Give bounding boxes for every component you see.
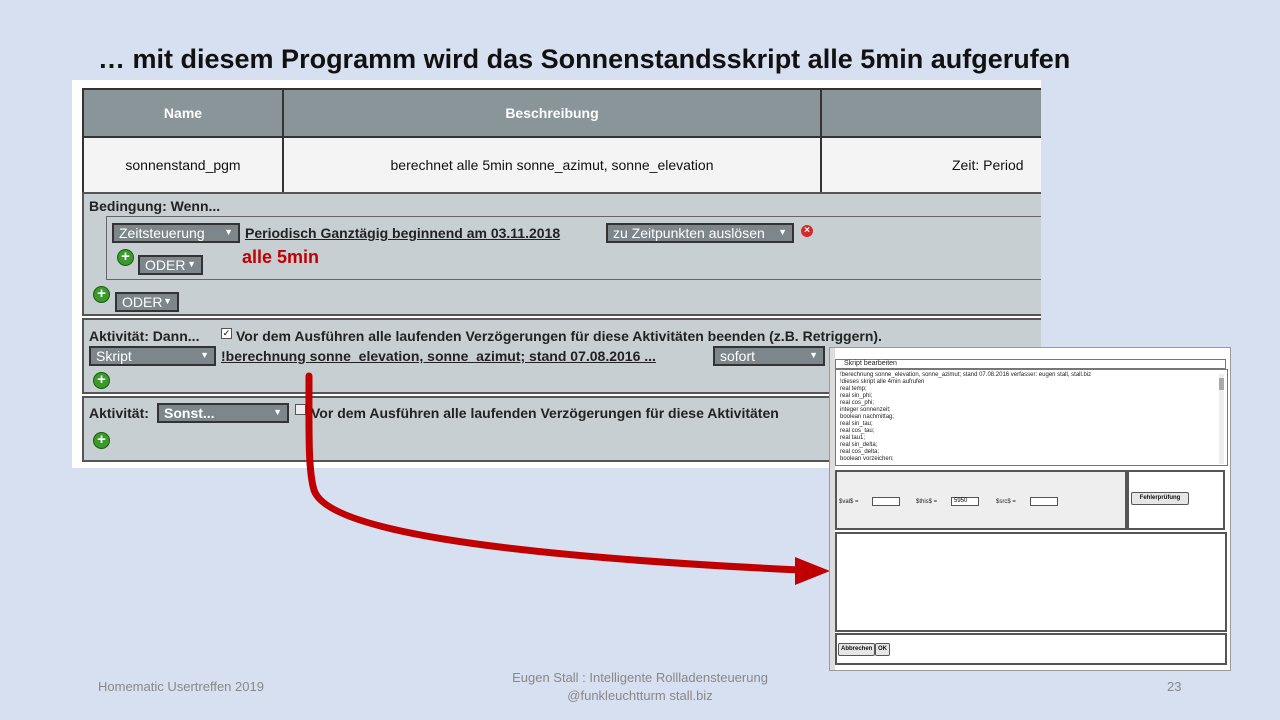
script-code-area[interactable]: [835, 369, 1228, 466]
code-line: real sin_tau;: [840, 421, 873, 427]
val-label: $val$ =: [839, 499, 859, 505]
or-select-inner-value: ODER: [145, 257, 186, 273]
footer-center-line2: @funkleuchtturm stall.biz: [567, 688, 713, 703]
this-input[interactable]: 5950: [951, 497, 979, 506]
code-line: real tau1;: [840, 435, 866, 441]
chevron-down-icon: ▼: [809, 350, 818, 360]
interval-annotation: alle 5min: [242, 247, 320, 267]
table-row: [84, 138, 1041, 192]
script-editor-dialog: [829, 347, 1231, 671]
code-line: boolean nachmittag;: [840, 414, 895, 420]
code-scrollbar[interactable]: [1219, 374, 1224, 464]
code-line: real temp;: [840, 386, 867, 392]
script-link[interactable]: !berechnung sonne_elevation, sonne_azimut; stand 07.08.2016 ...: [221, 348, 656, 364]
code-line: real cos_phi;: [840, 400, 875, 406]
ok-button[interactable]: OK: [875, 643, 890, 656]
code-line: real cos_tau;: [840, 428, 875, 434]
header-description: Beschreibung: [284, 90, 822, 136]
stop-delays-text: Vor dem Ausführen alle laufenden Verzögerungen für diese Aktivitäten beenden (z.B. Retriggern).: [236, 328, 882, 344]
program-description: berechnet alle 5min sonne_azimut, sonne_elevation: [284, 138, 822, 192]
add-else-activity-icon[interactable]: +: [93, 432, 110, 449]
page-number: 23: [1167, 679, 1182, 694]
add-condition-icon[interactable]: +: [117, 249, 134, 266]
chevron-down-icon: ▼: [163, 296, 172, 306]
cancel-button[interactable]: Abbrechen: [838, 643, 875, 656]
header-time: [822, 90, 1041, 136]
program-name: sonnenstand_pgm: [84, 138, 284, 192]
else-stop-delays-text: Vor dem Ausführen alle laufenden Verzögerungen für diese Aktivitäten: [311, 405, 779, 421]
activity-type-select[interactable]: [89, 346, 216, 366]
or-select-outer[interactable]: [115, 292, 179, 312]
else-type-select[interactable]: [157, 403, 289, 423]
pointer-arrow: [290, 370, 840, 590]
code-line: !dieses skript alle 4min aufrufen: [840, 379, 925, 385]
add-activity-icon[interactable]: +: [93, 372, 110, 389]
src-input[interactable]: [1030, 497, 1058, 506]
header-name: Name: [84, 90, 284, 136]
program-time: Zeit: Period: [952, 157, 1024, 173]
condition-label: Bedingung: Wenn...: [89, 198, 221, 214]
slide-title: … mit diesem Programm wird das Sonnenstandsskript alle 5min aufgerufen: [98, 44, 1071, 74]
script-output-area: [835, 532, 1227, 632]
src-label: $src$ =: [996, 499, 1016, 505]
val-input[interactable]: [872, 497, 900, 506]
delay-select-value: sofort: [720, 348, 756, 364]
schedule-link[interactable]: Periodisch Ganztägig beginnend am 03.11.2018: [245, 225, 561, 241]
condition-section: [82, 192, 1041, 316]
delete-condition-icon[interactable]: ×: [801, 225, 813, 237]
editor-title: Skript bearbeiten: [835, 359, 1226, 369]
code-line: !berechnung sonne_elevation, sonne_azimut; stand 07.08.2016 verfasser: eugen stall, stall.biz: [840, 372, 1092, 378]
mode-select-value: zu Zeitpunkten auslösen: [613, 225, 765, 241]
scrollbar-thumb[interactable]: [1219, 378, 1224, 390]
program-table: [82, 88, 1041, 192]
chevron-down-icon: ▼: [187, 259, 196, 269]
trigger-select-value: Zeitsteuerung: [119, 225, 205, 241]
arrow-head: [795, 557, 830, 585]
activity-then-label: Aktivität: Dann...: [89, 328, 200, 344]
code-lines: [840, 372, 1223, 463]
variables-panel: [835, 470, 1127, 530]
code-line: real sin_phi;: [840, 393, 873, 399]
footer-center: [480, 669, 800, 705]
chevron-down-icon: ▼: [273, 407, 282, 417]
footer-center-line1: Eugen Stall : Intelligente Rollladensteuerung: [512, 670, 768, 685]
activity-else-label: Aktivität:: [89, 405, 149, 421]
else-type-select-value: Sonst...: [164, 405, 215, 421]
footer-left: Homematic Usertreffen 2019: [98, 679, 264, 694]
chevron-down-icon: ▼: [778, 227, 787, 237]
arrow-path: [309, 376, 800, 570]
stop-delays-checkbox[interactable]: ✓: [222, 328, 231, 338]
condition-group: [106, 216, 1041, 280]
chevron-down-icon: ▼: [200, 350, 209, 360]
or-select-outer-value: ODER: [122, 294, 163, 310]
code-line: real cos_delta;: [840, 449, 880, 455]
code-line: real sin_delta;: [840, 442, 878, 448]
mode-select[interactable]: [606, 223, 794, 243]
code-line: integer sonnenzeit;: [840, 407, 891, 413]
or-select-inner[interactable]: [138, 255, 203, 275]
delay-select[interactable]: [713, 346, 825, 366]
this-label: $this$ =: [916, 499, 938, 505]
editor-footer: [835, 633, 1227, 665]
table-header-row: [84, 90, 1041, 138]
add-condition-group-icon[interactable]: +: [93, 286, 110, 303]
trigger-select[interactable]: [112, 223, 240, 243]
chevron-down-icon: ▼: [224, 227, 233, 237]
code-line: boolean vorzeichen;: [840, 456, 894, 462]
activity-type-select-value: Skript: [96, 348, 132, 364]
error-check-button[interactable]: Fehlerprüfung: [1131, 492, 1189, 505]
check-panel: [1127, 470, 1225, 530]
